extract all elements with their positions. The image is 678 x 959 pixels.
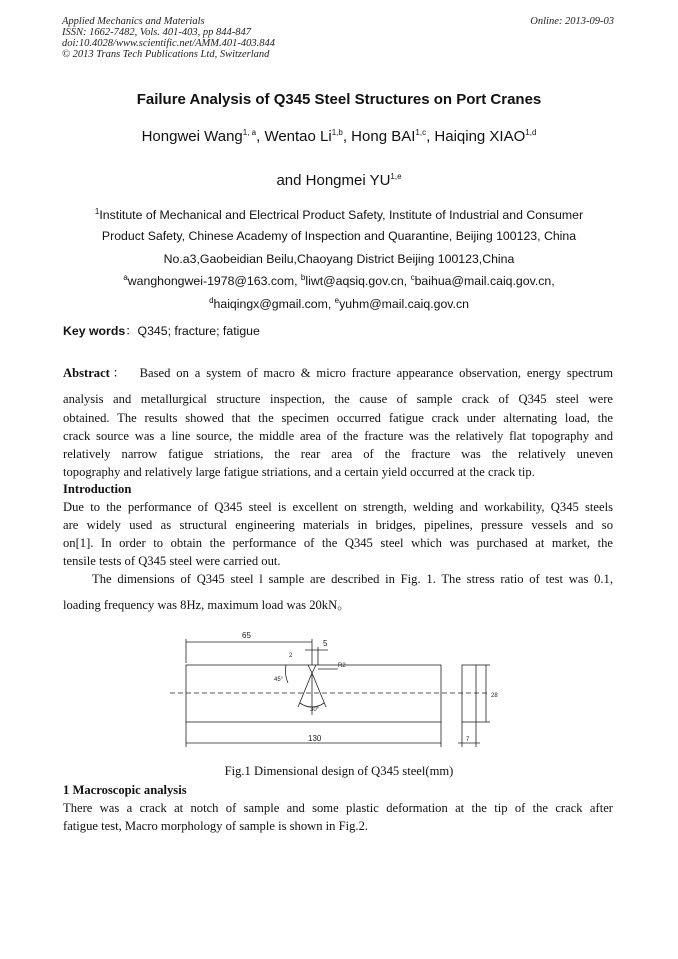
author-name: and Hongmei YU <box>276 172 391 189</box>
keywords-line <box>63 321 260 339</box>
authors-line-2 <box>0 172 678 189</box>
abstract-line-3: obtained. The results showed that the specimen occurred fatigue crack under alternating load, the <box>63 411 613 425</box>
specimen-body <box>186 665 441 722</box>
figure-caption: Fig.1 Dimensional design of Q345 steel(mm) <box>224 764 454 778</box>
intro-line-4: tensile tests of Q345 steel were carried out. <box>63 554 281 568</box>
dim-label-30: 30° <box>310 707 320 713</box>
specimen-drawing <box>160 625 500 755</box>
abstract-line-5: relatively narrow fatigue striations, the rear area of the fracture was the relatively uneven <box>63 447 613 461</box>
email-sup: a <box>123 272 128 282</box>
author-sup: 1,c <box>415 128 427 137</box>
email-link[interactable]: liwt@aqsiq.gov.cn, <box>305 274 411 288</box>
email-sup: c <box>410 272 415 282</box>
email-sup: d <box>209 295 214 305</box>
introduction-heading: Introduction <box>63 482 132 496</box>
email-sup: b <box>300 272 306 282</box>
intro-line-2: are widely used as structural engineering materials in bridges, pipelines, pressure vessels and so <box>63 518 613 532</box>
intro-line-3: on[1]. In order to obtain the performance of the Q345 steel which was purchased at market, the <box>63 536 613 550</box>
author-name: , Haiqing XIAO <box>426 128 526 145</box>
abstract-line-4: crack source was a line source, the middle area of the fracture was the relatively flat topography and <box>63 429 613 443</box>
author-sup: 1,e <box>390 172 402 181</box>
author-sup: 1,b <box>331 128 343 137</box>
email-link[interactable]: baihua@mail.caiq.gov.cn, <box>414 274 555 288</box>
author-name: Hongwei Wang <box>141 128 243 145</box>
abstract-text: Based on a system of macro & micro fracture appearance observation, energy spectrum <box>139 366 613 380</box>
paper-title: Failure Analysis of Q345 Steel Structures on Port Cranes <box>136 91 542 108</box>
copyright-line: © 2013 Trans Tech Publications Ltd, Switzerland <box>62 49 270 60</box>
intro-line-6: loading frequency was 8Hz, maximum load was 20kN。 <box>63 598 350 612</box>
author-sup: 1,d <box>525 128 537 137</box>
dim-label-28: 28 <box>491 693 498 699</box>
keywords-sep: ： <box>125 324 138 338</box>
email-line-2 <box>0 297 678 311</box>
affiliation-line-2: Product Safety, Chinese Academy of Inspection and Quarantine, Beijing 100123, China <box>101 229 577 243</box>
email-link[interactable]: haiqingx@gmail.com, <box>213 297 335 311</box>
dim-label-2: 2 <box>289 653 293 659</box>
intro-line-1: Due to the performance of Q345 steel is excellent on strength, welding and workability, Q345 steels <box>63 500 613 514</box>
abstract-line-6: topography and relatively large fatigue striations, and a certain yield occurred at the crack tip. <box>63 465 535 479</box>
issn-line: ISSN: 1662-7482, Vols. 401-403, pp 844-847 <box>62 27 251 38</box>
doi-line: doi:10.4028/www.scientific.net/AMM.401-403.844 <box>62 38 275 49</box>
section-1-line-1: There was a crack at notch of sample and some plastic deformation at the tip of the crack after <box>63 801 613 815</box>
email-line-1 <box>0 274 678 288</box>
abstract-sep: ： <box>109 366 128 380</box>
dim-label-45: 45° <box>274 677 284 683</box>
author-name: , Wentao Li <box>256 128 332 145</box>
email-link[interactable]: wanghongwei-1978@163.com, <box>127 274 301 288</box>
journal-name: Applied Mechanics and Materials <box>62 16 205 27</box>
notch <box>308 665 316 673</box>
keywords-text: Q345; fracture; fatigue <box>137 324 260 338</box>
abstract-line-1 <box>63 364 613 383</box>
affiliation-sup: 1 <box>94 206 100 216</box>
author-sup: 1, a <box>242 128 257 137</box>
specimen-side-view <box>462 665 476 722</box>
dim-label-65: 65 <box>242 631 251 640</box>
section-1-heading: 1 Macroscopic analysis <box>63 783 187 797</box>
abstract-line-2: analysis and metallurgical structure inspection, the cause of sample crack of Q345 steel were <box>63 392 613 406</box>
dim-label-7: 7 <box>466 737 470 743</box>
abstract-label: Abstract <box>63 366 110 380</box>
authors-line-1 <box>0 128 678 145</box>
affiliation-text: Institute of Mechanical and Electrical Product Safety, Institute of Industrial and Consumer <box>99 208 584 222</box>
dim-label-130: 130 <box>308 734 322 743</box>
email-sup: e <box>334 295 340 305</box>
affiliation-line-1 <box>0 208 678 222</box>
dim-label-r: R2 <box>338 663 346 669</box>
dim-label-5: 5 <box>323 639 328 648</box>
keywords-label: Key words <box>63 324 126 338</box>
online-date: Online: 2013-09-03 <box>530 16 614 27</box>
section-1-line-2: fatigue test, Macro morphology of sample is shown in Fig.2. <box>63 819 369 833</box>
author-name: , Hong BAI <box>342 128 416 145</box>
email-link[interactable]: yuhm@mail.caiq.gov.cn <box>339 297 469 311</box>
affiliation-address: No.a3,Gaobeidian Beilu,Chaoyang District Beijing 100123,China <box>163 252 515 266</box>
intro-line-5: The dimensions of Q345 steel l sample are described in Fig. 1. The stress ratio of test was 0.1, <box>92 572 613 586</box>
